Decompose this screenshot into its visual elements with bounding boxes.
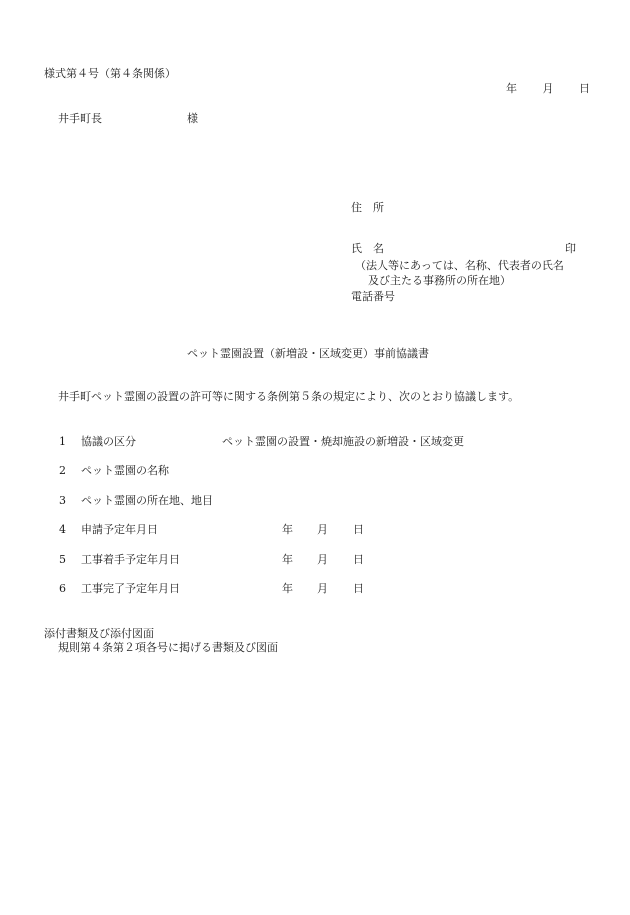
item-4-day: 日 xyxy=(353,523,364,536)
attachments-text: 規則第４条第２項各号に掲げる書類及び図面 xyxy=(58,641,278,654)
item-1-value: ペット霊園の設置・焼却施設の新増設・区域変更 xyxy=(222,435,464,448)
item-number: 4 xyxy=(59,523,66,536)
item-5 xyxy=(59,553,180,567)
item-label: 協議の区分 xyxy=(81,435,136,448)
item-label: 工事着手予定年月日 xyxy=(81,553,180,566)
item-1 xyxy=(59,435,136,449)
date-month: 月 xyxy=(542,82,554,95)
item-label: 申請予定年月日 xyxy=(81,523,158,536)
document-title: ペット霊園設置（新増設・区域変更）事前協議書 xyxy=(187,347,429,360)
applicant-note-line1: （法人等にあっては、名称、代表者の氏名 xyxy=(355,259,564,272)
item-4-month: 月 xyxy=(317,523,328,536)
attachments-heading: 添付書類及び添付図面 xyxy=(44,627,154,640)
item-label: ペット霊園の所在地、地目 xyxy=(81,494,213,507)
item-number: 3 xyxy=(59,494,66,507)
address-label: 住 所 xyxy=(351,201,384,214)
addressee-name: 井手町長 xyxy=(58,112,102,125)
body-text: 井手町ペット霊園の設置の許可等に関する条例第５条の規定により、次のとおり協議します。 xyxy=(58,390,520,403)
date-year: 年 xyxy=(506,82,517,95)
item-number: 5 xyxy=(59,553,66,566)
name-label: 氏 名 xyxy=(351,242,384,255)
item-number: 2 xyxy=(59,464,66,477)
applicant-note-line2: 及び主たる事務所の所在地） xyxy=(368,274,511,287)
item-2 xyxy=(59,464,169,478)
item-number: 1 xyxy=(59,435,66,448)
item-4-year: 年 xyxy=(282,523,293,536)
item-6-month: 月 xyxy=(317,582,328,595)
item-label: 工事完了予定年月日 xyxy=(81,582,180,595)
item-6 xyxy=(59,582,180,596)
addressee-honorific: 様 xyxy=(187,112,198,125)
submission-date xyxy=(506,82,590,96)
item-5-day: 日 xyxy=(353,553,364,566)
item-6-year: 年 xyxy=(282,582,293,595)
item-6-day: 日 xyxy=(353,582,364,595)
phone-label: 電話番号 xyxy=(351,290,395,303)
item-5-month: 月 xyxy=(317,553,328,566)
item-label: ペット霊園の名称 xyxy=(81,464,169,477)
item-3 xyxy=(59,494,213,508)
item-number: 6 xyxy=(59,582,66,595)
seal-mark: 印 xyxy=(565,242,576,255)
item-4 xyxy=(59,523,158,537)
form-label: 様式第４号（第４条関係） xyxy=(44,67,176,80)
date-day: 日 xyxy=(579,82,590,95)
item-5-year: 年 xyxy=(282,553,293,566)
